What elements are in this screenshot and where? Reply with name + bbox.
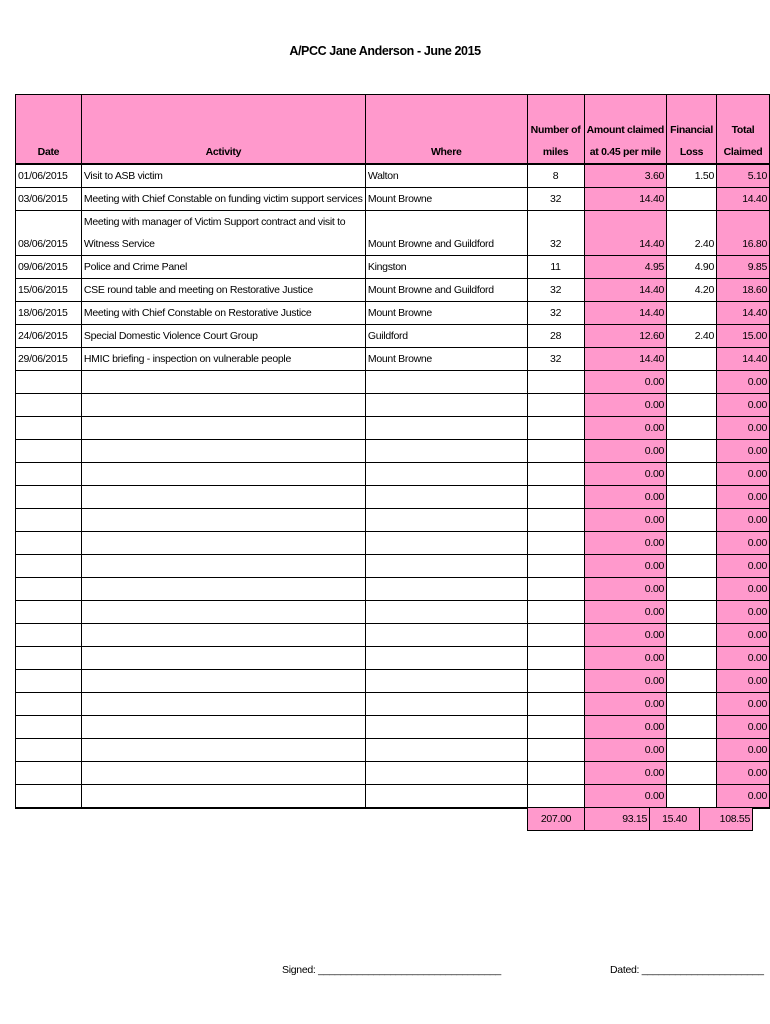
header-activity: Activity	[81, 95, 365, 165]
row-where	[365, 578, 527, 601]
header-total-line1: Total	[731, 124, 755, 136]
row-date	[16, 440, 82, 463]
row-date	[16, 532, 82, 555]
row-total: 0.00	[717, 509, 770, 532]
row-where	[365, 693, 527, 716]
row-total: 0.00	[717, 555, 770, 578]
header-miles	[527, 95, 584, 165]
header-where: Where	[365, 95, 527, 165]
header-loss-line1: Financial	[670, 124, 713, 136]
row-amount: 0.00	[584, 647, 666, 670]
row-loss	[667, 762, 717, 785]
row-amount: 0.00	[584, 555, 666, 578]
table-row	[16, 302, 770, 325]
row-date: 18/06/2015	[16, 302, 82, 325]
row-date: 01/06/2015	[16, 164, 82, 188]
row-amount: 3.60	[584, 164, 666, 188]
row-total: 0.00	[717, 739, 770, 762]
row-loss	[667, 601, 717, 624]
row-loss	[667, 509, 717, 532]
row-total: 0.00	[717, 394, 770, 417]
row-miles	[527, 555, 584, 578]
row-date	[16, 486, 82, 509]
header-loss	[667, 95, 717, 165]
row-amount: 14.40	[584, 348, 666, 371]
row-where	[365, 417, 527, 440]
row-total: 0.00	[717, 371, 770, 394]
row-date	[16, 693, 82, 716]
row-where: Mount Browne	[365, 302, 527, 325]
row-loss	[667, 555, 717, 578]
table-row-empty	[16, 647, 770, 670]
row-loss: 1.50	[667, 164, 717, 188]
row-date	[16, 739, 82, 762]
row-miles	[527, 394, 584, 417]
row-activity	[81, 601, 365, 624]
row-loss	[667, 440, 717, 463]
row-amount: 0.00	[584, 486, 666, 509]
row-miles	[527, 647, 584, 670]
row-activity	[81, 624, 365, 647]
row-where	[365, 762, 527, 785]
table-row-empty	[16, 463, 770, 486]
row-where	[365, 440, 527, 463]
row-total: 0.00	[717, 785, 770, 809]
row-loss	[667, 371, 717, 394]
row-amount: 12.60	[584, 325, 666, 348]
row-where: Mount Browne	[365, 188, 527, 211]
table-row-empty	[16, 693, 770, 716]
row-total: 0.00	[717, 670, 770, 693]
row-amount: 0.00	[584, 394, 666, 417]
row-miles	[527, 417, 584, 440]
row-loss	[667, 785, 717, 809]
table-row-empty	[16, 440, 770, 463]
row-activity: Special Domestic Violence Court Group	[81, 325, 365, 348]
row-activity	[81, 785, 365, 809]
row-total: 0.00	[717, 693, 770, 716]
row-loss	[667, 624, 717, 647]
row-miles: 11	[527, 256, 584, 279]
row-where	[365, 716, 527, 739]
row-where: Mount Browne	[365, 348, 527, 371]
row-activity: Meeting with manager of Victim Support contract and visit to Witness Service	[81, 211, 365, 256]
table-row	[16, 279, 770, 302]
row-amount: 0.00	[584, 716, 666, 739]
table-row-empty	[16, 785, 770, 809]
row-amount: 0.00	[584, 739, 666, 762]
row-total: 0.00	[717, 762, 770, 785]
table-row	[16, 211, 770, 256]
row-amount: 0.00	[584, 417, 666, 440]
row-miles	[527, 440, 584, 463]
row-where	[365, 394, 527, 417]
row-miles	[527, 624, 584, 647]
row-date	[16, 394, 82, 417]
table-row-empty	[16, 555, 770, 578]
row-loss	[667, 188, 717, 211]
row-amount: 0.00	[584, 762, 666, 785]
row-date	[16, 762, 82, 785]
row-loss	[667, 394, 717, 417]
row-total: 0.00	[717, 624, 770, 647]
header-loss-line2: Loss	[679, 146, 704, 158]
row-miles	[527, 670, 584, 693]
row-total: 0.00	[717, 647, 770, 670]
row-amount: 14.40	[584, 188, 666, 211]
row-where	[365, 509, 527, 532]
row-total: 18.60	[717, 279, 770, 302]
row-amount: 0.00	[584, 670, 666, 693]
row-activity	[81, 486, 365, 509]
row-date: 24/06/2015	[16, 325, 82, 348]
row-miles	[527, 532, 584, 555]
row-activity: Police and Crime Panel	[81, 256, 365, 279]
row-miles	[527, 739, 584, 762]
row-miles: 32	[527, 348, 584, 371]
row-miles: 32	[527, 302, 584, 325]
row-loss	[667, 739, 717, 762]
header-miles-line2: miles	[542, 146, 569, 158]
row-activity	[81, 647, 365, 670]
row-where: Guildford	[365, 325, 527, 348]
table-row-empty	[16, 739, 770, 762]
row-total: 9.85	[717, 256, 770, 279]
row-date: 29/06/2015	[16, 348, 82, 371]
table-row-empty	[16, 624, 770, 647]
row-activity	[81, 739, 365, 762]
row-where	[365, 739, 527, 762]
row-activity: HMIC briefing - inspection on vulnerable people	[81, 348, 365, 371]
header-row	[16, 95, 770, 165]
row-activity	[81, 509, 365, 532]
row-total: 0.00	[717, 486, 770, 509]
row-miles: 28	[527, 325, 584, 348]
row-miles	[527, 371, 584, 394]
table-row-empty	[16, 670, 770, 693]
row-total: 15.00	[717, 325, 770, 348]
row-miles: 8	[527, 164, 584, 188]
row-miles	[527, 785, 584, 809]
row-loss	[667, 463, 717, 486]
row-loss	[667, 578, 717, 601]
header-date: Date	[16, 95, 82, 165]
row-date: 08/06/2015	[16, 211, 82, 256]
row-activity	[81, 578, 365, 601]
table-row-empty	[16, 371, 770, 394]
row-miles	[527, 716, 584, 739]
row-loss	[667, 486, 717, 509]
row-date	[16, 670, 82, 693]
row-where	[365, 486, 527, 509]
table-row-empty	[16, 486, 770, 509]
table-row	[16, 164, 770, 188]
row-date: 15/06/2015	[16, 279, 82, 302]
row-total: 0.00	[717, 463, 770, 486]
row-activity	[81, 463, 365, 486]
row-date	[16, 624, 82, 647]
row-amount: 0.00	[584, 371, 666, 394]
row-date	[16, 785, 82, 809]
row-total: 0.00	[717, 578, 770, 601]
row-where	[365, 785, 527, 809]
row-where	[365, 555, 527, 578]
totals-row	[527, 808, 753, 831]
table-row	[16, 325, 770, 348]
signed-line: Signed: _________________________________	[282, 964, 501, 976]
total-loss: 15.40	[650, 808, 700, 831]
header-total-line2: Claimed	[723, 146, 763, 158]
row-activity	[81, 440, 365, 463]
table-row-empty	[16, 716, 770, 739]
row-date	[16, 716, 82, 739]
header-amount	[584, 95, 666, 165]
row-amount: 0.00	[584, 578, 666, 601]
row-loss	[667, 670, 717, 693]
row-where: Mount Browne and Guildford	[365, 211, 527, 256]
table-row-empty	[16, 532, 770, 555]
dated-line: Dated: ______________________	[610, 964, 764, 976]
row-amount: 14.40	[584, 211, 666, 256]
header-miles-line1: Number of	[530, 124, 581, 136]
row-date	[16, 555, 82, 578]
row-loss	[667, 716, 717, 739]
row-amount: 0.00	[584, 440, 666, 463]
row-amount: 0.00	[584, 785, 666, 809]
row-loss: 2.40	[667, 325, 717, 348]
table-row-empty	[16, 417, 770, 440]
row-activity: Meeting with Chief Constable on funding victim support services	[81, 188, 365, 211]
row-where	[365, 647, 527, 670]
row-activity: Meeting with Chief Constable on Restorative Justice	[81, 302, 365, 325]
row-loss	[667, 693, 717, 716]
table-row-empty	[16, 578, 770, 601]
row-where	[365, 371, 527, 394]
row-where	[365, 670, 527, 693]
row-date	[16, 601, 82, 624]
table-row	[16, 256, 770, 279]
row-where	[365, 624, 527, 647]
row-activity: Visit to ASB victim	[81, 164, 365, 188]
expenses-table	[15, 94, 770, 809]
row-date	[16, 371, 82, 394]
row-amount: 14.40	[584, 302, 666, 325]
total-miles: 207.00	[528, 808, 585, 831]
row-total: 0.00	[717, 440, 770, 463]
row-activity	[81, 670, 365, 693]
table-row	[16, 188, 770, 211]
row-date	[16, 509, 82, 532]
row-activity	[81, 716, 365, 739]
row-miles	[527, 693, 584, 716]
row-date: 09/06/2015	[16, 256, 82, 279]
row-where	[365, 463, 527, 486]
row-miles	[527, 509, 584, 532]
row-total: 5.10	[717, 164, 770, 188]
row-date	[16, 417, 82, 440]
row-loss: 2.40	[667, 211, 717, 256]
row-miles: 32	[527, 211, 584, 256]
row-amount: 0.00	[584, 693, 666, 716]
row-total: 14.40	[717, 188, 770, 211]
header-amount-line2: at 0.45 per mile	[589, 146, 661, 158]
row-date: 03/06/2015	[16, 188, 82, 211]
row-amount: 0.00	[584, 509, 666, 532]
row-amount: 0.00	[584, 532, 666, 555]
row-miles	[527, 578, 584, 601]
row-miles: 32	[527, 188, 584, 211]
row-total: 0.00	[717, 601, 770, 624]
total-claimed: 108.55	[700, 808, 753, 831]
table-row-empty	[16, 509, 770, 532]
row-activity	[81, 693, 365, 716]
table-row-empty	[16, 601, 770, 624]
row-loss	[667, 348, 717, 371]
row-total: 14.40	[717, 302, 770, 325]
row-activity	[81, 532, 365, 555]
row-total: 0.00	[717, 532, 770, 555]
table-row	[16, 348, 770, 371]
row-where: Kingston	[365, 256, 527, 279]
row-miles	[527, 762, 584, 785]
total-amount: 93.15	[585, 808, 650, 831]
row-total: 14.40	[717, 348, 770, 371]
row-amount: 4.95	[584, 256, 666, 279]
table-row-empty	[16, 394, 770, 417]
row-amount: 0.00	[584, 601, 666, 624]
row-where	[365, 601, 527, 624]
row-miles	[527, 463, 584, 486]
row-loss	[667, 532, 717, 555]
row-loss	[667, 647, 717, 670]
row-miles	[527, 486, 584, 509]
row-activity	[81, 762, 365, 785]
row-amount: 14.40	[584, 279, 666, 302]
row-loss	[667, 302, 717, 325]
row-miles	[527, 601, 584, 624]
header-amount-line1: Amount claimed	[586, 124, 665, 136]
row-loss: 4.20	[667, 279, 717, 302]
page-title: A/PCC Jane Anderson - June 2015	[289, 44, 481, 58]
row-amount: 0.00	[584, 624, 666, 647]
row-total: 0.00	[717, 716, 770, 739]
table-row-empty	[16, 762, 770, 785]
row-activity: CSE round table and meeting on Restorative Justice	[81, 279, 365, 302]
row-where: Walton	[365, 164, 527, 188]
row-total: 0.00	[717, 417, 770, 440]
row-activity	[81, 394, 365, 417]
row-activity	[81, 417, 365, 440]
row-amount: 0.00	[584, 463, 666, 486]
row-date	[16, 463, 82, 486]
row-date	[16, 647, 82, 670]
header-total	[717, 95, 770, 165]
row-miles: 32	[527, 279, 584, 302]
row-where	[365, 532, 527, 555]
row-total: 16.80	[717, 211, 770, 256]
row-activity	[81, 555, 365, 578]
row-where: Mount Browne and Guildford	[365, 279, 527, 302]
row-activity	[81, 371, 365, 394]
row-loss	[667, 417, 717, 440]
row-loss: 4.90	[667, 256, 717, 279]
row-date	[16, 578, 82, 601]
